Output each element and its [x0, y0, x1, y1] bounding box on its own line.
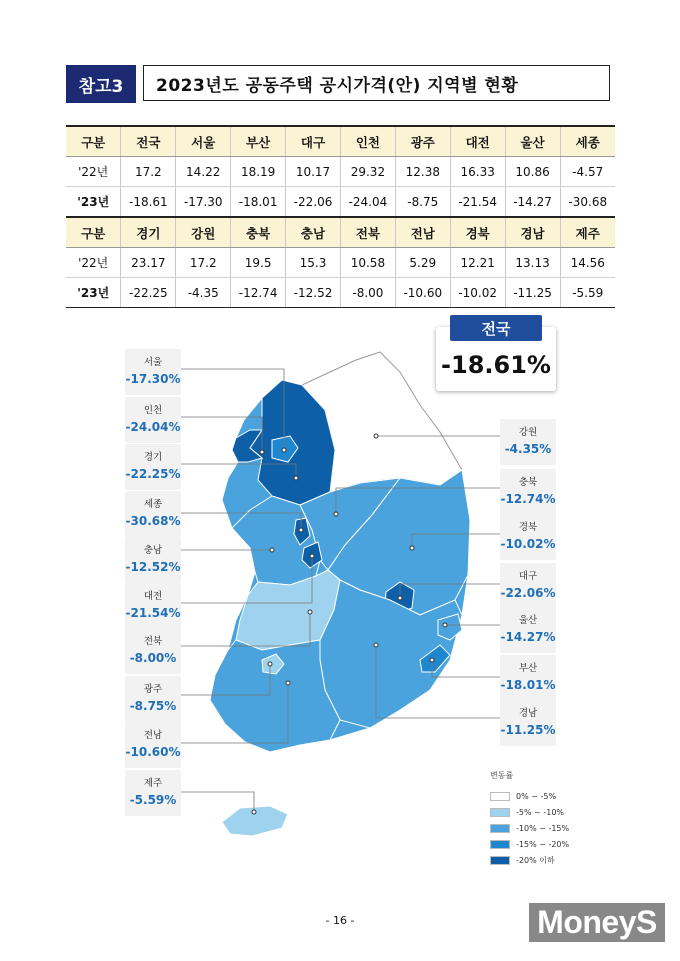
table-header-cell: 강원	[176, 217, 231, 248]
table-cell: -12.52	[286, 278, 341, 308]
table-cell: 19.5	[231, 248, 286, 278]
table-cell: -4.57	[560, 157, 615, 187]
label-gyeongbuk: 경북 -10.02%	[500, 514, 556, 560]
legend-swatch	[490, 856, 510, 865]
table-cell: 14.22	[176, 157, 231, 187]
label-jeju: 제주 -5.59%	[125, 770, 181, 816]
table-cell: 17.2	[121, 157, 176, 187]
table-cell: -10.02	[450, 278, 505, 308]
table-cell: -24.04	[340, 187, 395, 218]
table-cell: 14.56	[560, 248, 615, 278]
table-cell: 12.38	[395, 157, 450, 187]
table-header-cell: 전국	[121, 126, 176, 157]
label-daejeon: 대전 -21.54%	[125, 583, 181, 629]
legend-label: -5% ~ -10%	[516, 807, 565, 817]
table-cell: -10.60	[395, 278, 450, 308]
label-jeonnam: 전남 -10.60%	[125, 722, 181, 768]
page-title: 2023년도 공동주택 공시가격(안) 지역별 현황	[143, 65, 610, 101]
legend-label: -20% 이하	[516, 855, 555, 865]
label-gangwon: 강원 -4.35%	[500, 419, 556, 465]
table-cell: 16.33	[450, 157, 505, 187]
label-sejong: 세종 -30.68%	[125, 491, 181, 537]
table-cell: '22년	[66, 248, 121, 278]
label-gwangju: 광주 -8.75%	[125, 676, 181, 722]
table-cell: -17.30	[176, 187, 231, 218]
legend-item	[490, 804, 569, 820]
table-cell: 10.58	[340, 248, 395, 278]
table-header-cell: 구분	[66, 126, 121, 157]
table-cell: -22.06	[286, 187, 341, 218]
national-summary	[436, 315, 556, 391]
legend-swatch	[490, 808, 510, 817]
label-busan: 부산 -18.01%	[500, 655, 556, 701]
table-header-cell: 경북	[450, 217, 505, 248]
table-header-cell: 제주	[560, 217, 615, 248]
legend-item	[490, 820, 569, 836]
table-header-cell: 울산	[505, 126, 560, 157]
table-cell: -11.25	[505, 278, 560, 308]
label-chungnam: 충남 -12.52%	[125, 537, 181, 583]
moneys-logo: MoneyS	[529, 903, 665, 942]
table-cell: -12.74	[231, 278, 286, 308]
label-gyeonggi: 경기 -22.25%	[125, 444, 181, 490]
table-cell: 5.29	[395, 248, 450, 278]
table-header-cell: 서울	[176, 126, 231, 157]
legend-swatch	[490, 792, 510, 801]
national-label: 전국	[450, 315, 542, 341]
table-header-cell: 대전	[450, 126, 505, 157]
table-cell: -18.01	[231, 187, 286, 218]
table-cell: -30.68	[560, 187, 615, 218]
table-cell: -8.00	[340, 278, 395, 308]
label-chungbuk: 충북 -12.74%	[500, 469, 556, 515]
table-cell: '22년	[66, 157, 121, 187]
table-cell: 13.13	[505, 248, 560, 278]
table-header-cell: 광주	[395, 126, 450, 157]
legend-swatch	[490, 824, 510, 833]
label-incheon: 인천 -24.04%	[125, 397, 181, 443]
table-header-cell: 충남	[286, 217, 341, 248]
legend-label: -10% ~ -15%	[516, 823, 570, 833]
table-cell: 15.3	[286, 248, 341, 278]
table-cell: 29.32	[340, 157, 395, 187]
table-header-cell: 부산	[231, 126, 286, 157]
table-cell: 18.19	[231, 157, 286, 187]
table-cell: -8.75	[395, 187, 450, 218]
label-daegu: 대구 -22.06%	[500, 563, 556, 609]
table-cell: -14.27	[505, 187, 560, 218]
table-cell: -4.35	[176, 278, 231, 308]
table-cell: 10.86	[505, 157, 560, 187]
table-header-cell: 인천	[340, 126, 395, 157]
label-jeonbuk: 전북 -8.00%	[125, 628, 181, 674]
label-seoul: 서울 -17.30%	[125, 349, 181, 395]
table-header-cell: 전남	[395, 217, 450, 248]
table-cell: -18.61	[121, 187, 176, 218]
table-cell: -5.59	[560, 278, 615, 308]
label-ulsan: 울산 -14.27%	[500, 607, 556, 653]
table-cell: '23년	[66, 278, 121, 308]
table-cell: -22.25	[121, 278, 176, 308]
legend-swatch	[490, 840, 510, 849]
legend-item	[490, 788, 569, 804]
table-cell: 17.2	[176, 248, 231, 278]
table-cell: '23년	[66, 187, 121, 218]
table-header-cell: 구분	[66, 217, 121, 248]
table-cell: -21.54	[450, 187, 505, 218]
legend-label: 0% ~ -5%	[516, 791, 557, 801]
legend-item	[490, 852, 569, 868]
table-header-cell: 대구	[286, 126, 341, 157]
table-header-cell: 전북	[340, 217, 395, 248]
table-header-cell: 세종	[560, 126, 615, 157]
map-legend	[490, 770, 569, 868]
table-cell: 10.17	[286, 157, 341, 187]
table-cell: 12.21	[450, 248, 505, 278]
reference-tag: 참고3	[66, 65, 136, 103]
legend-title: 변동률	[490, 771, 514, 780]
table-cell: 23.17	[121, 248, 176, 278]
national-value: -18.61%	[441, 351, 551, 379]
table-header-cell: 경남	[505, 217, 560, 248]
legend-label: -15% ~ -20%	[516, 839, 570, 849]
legend-item	[490, 836, 569, 852]
page-number: - 16 -	[325, 914, 355, 927]
table-header-cell: 경기	[121, 217, 176, 248]
label-gyeongnam: 경남 -11.25%	[500, 700, 556, 746]
table-header-cell: 충북	[231, 217, 286, 248]
